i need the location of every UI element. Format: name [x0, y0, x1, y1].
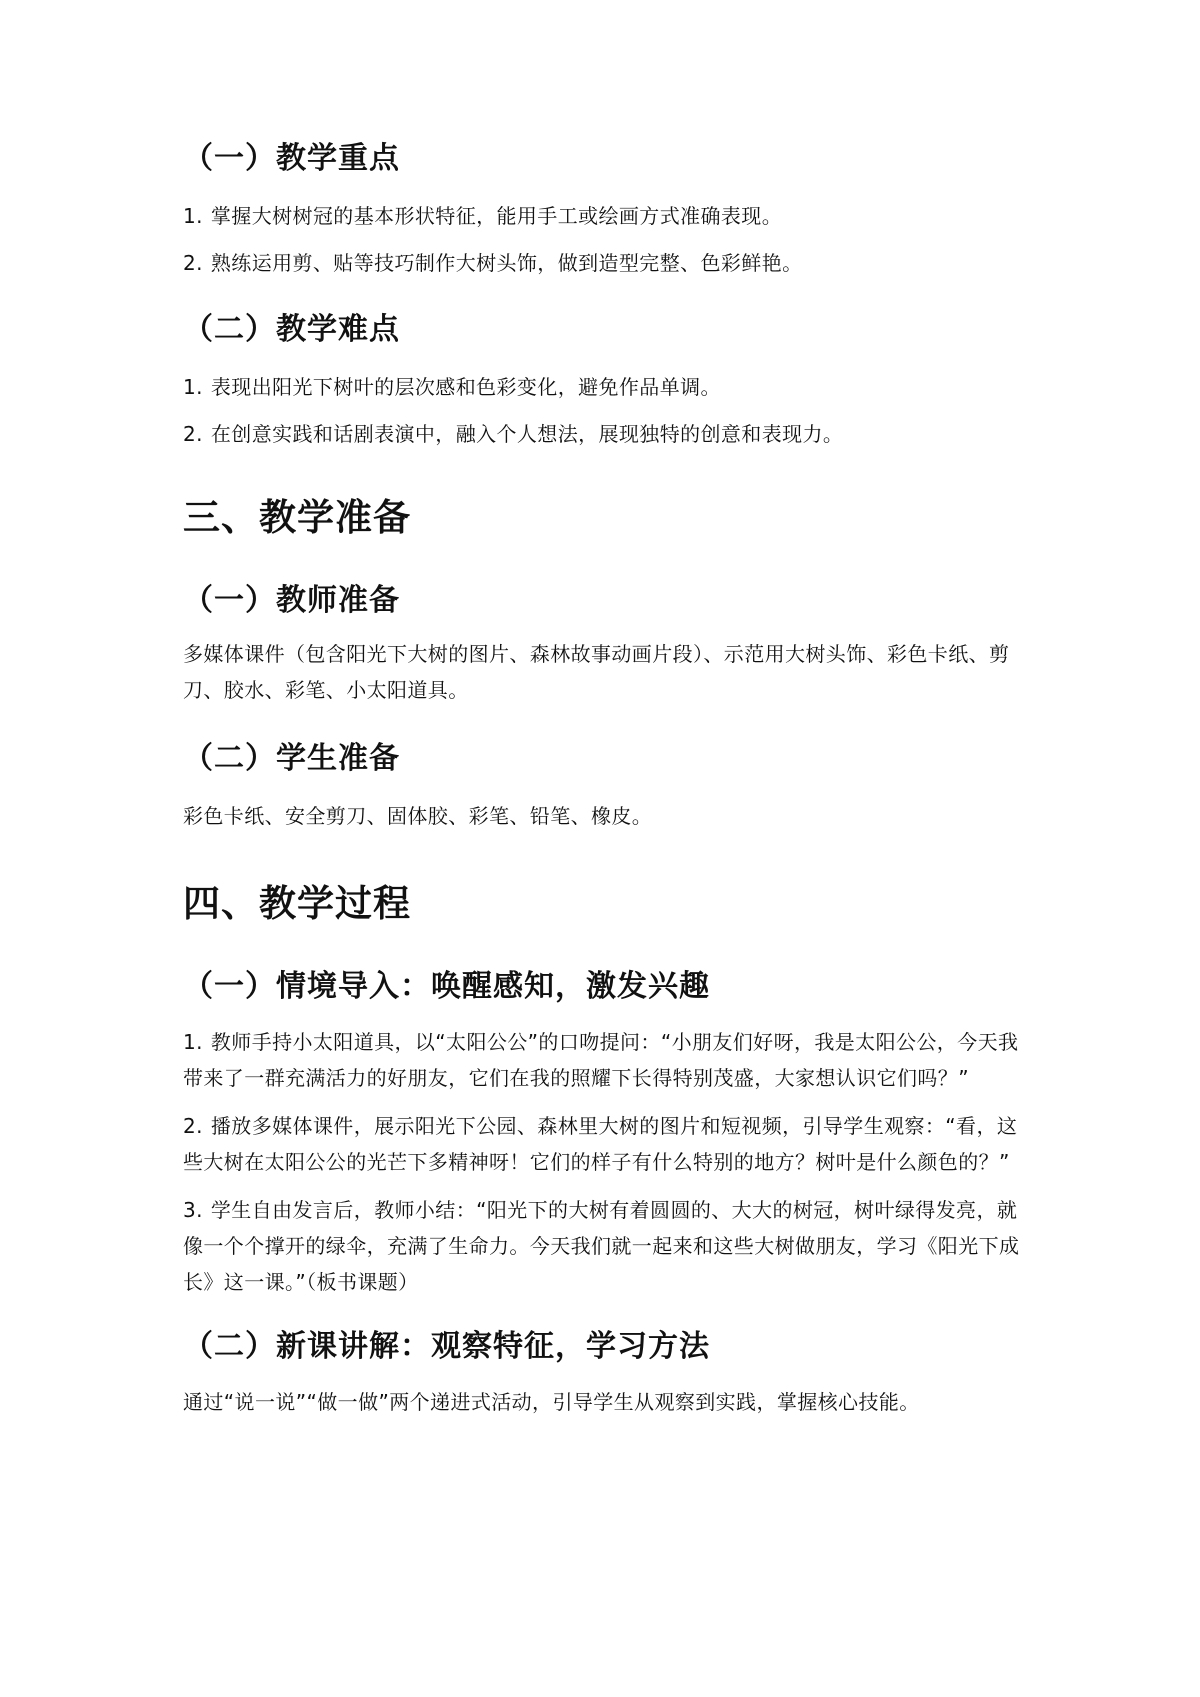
heading-student-preparation: （二）学生准备 [183, 741, 400, 776]
heading-teacher-preparation: （一）教师准备 [183, 583, 400, 618]
list-item: 1. 表现出阳光下树叶的层次感和色彩变化，避免作品单调。 [183, 375, 721, 399]
student-preparation-text: 彩色卡纸、安全剪刀、固体胶、彩笔、铅笔、橡皮。 [183, 804, 653, 828]
document-content [183, 138, 1033, 1420]
heading-new-lesson: （二）新课讲解：观察特征，学习方法 [183, 1329, 710, 1364]
heading-process: 四、教学过程 [183, 882, 411, 925]
heading-preparation: 三、教学准备 [183, 496, 411, 539]
list-item: 1. 教师手持小太阳道具，以“太阳公公”的口吻提问：“小朋友们好呀，我是太阳公公，今天我带来了一群充满活力的好朋友，它们在我的照耀下长得特别茂盛，大家想认识它们吗？” [183, 1030, 1019, 1090]
list-item: 2. 熟练运用剪、贴等技巧制作大树头饰，做到造型完整、色彩鲜艳。 [183, 251, 803, 275]
list-item: 2. 播放多媒体课件，展示阳光下公园、森林里大树的图片和短视频，引导学生观察：“看，这些大树在太阳公公的光芒下多精神呀！它们的样子有什么特别的地方？树叶是什么颜色的？” [183, 1114, 1018, 1174]
heading-intro: （一）情境导入：唤醒感知，激发兴趣 [183, 969, 710, 1004]
list-item: 2. 在创意实践和话剧表演中，融入个人想法，展现独特的创意和表现力。 [183, 422, 844, 446]
list-item: 1. 掌握大树树冠的基本形状特征，能用手工或绘画方式准确表现。 [183, 204, 783, 228]
difficult-points-list [183, 369, 1033, 452]
new-lesson-text: 通过“说一说”“做一做”两个递进式活动，引导学生从观察到实践，掌握核心技能。 [183, 1390, 920, 1414]
teacher-preparation-text: 多媒体课件（包含阳光下大树的图片、森林故事动画片段）、示范用大树头饰、彩色卡纸、剪刀、胶水、彩笔、小太阳道具。 [183, 642, 1010, 702]
key-points-list [183, 198, 1033, 281]
list-item: 3. 学生自由发言后，教师小结：“阳光下的大树有着圆圆的、大大的树冠，树叶绿得发亮，就像一个个撑开的绿伞，充满了生命力。今天我们就一起来和这些大树做朋友，学习《阳光下成长》这一课。”（板书课题） [183, 1198, 1020, 1294]
intro-list [183, 1024, 1033, 1300]
heading-difficult-points: （二）教学难点 [183, 312, 400, 347]
heading-key-points: （一）教学重点 [183, 141, 400, 176]
